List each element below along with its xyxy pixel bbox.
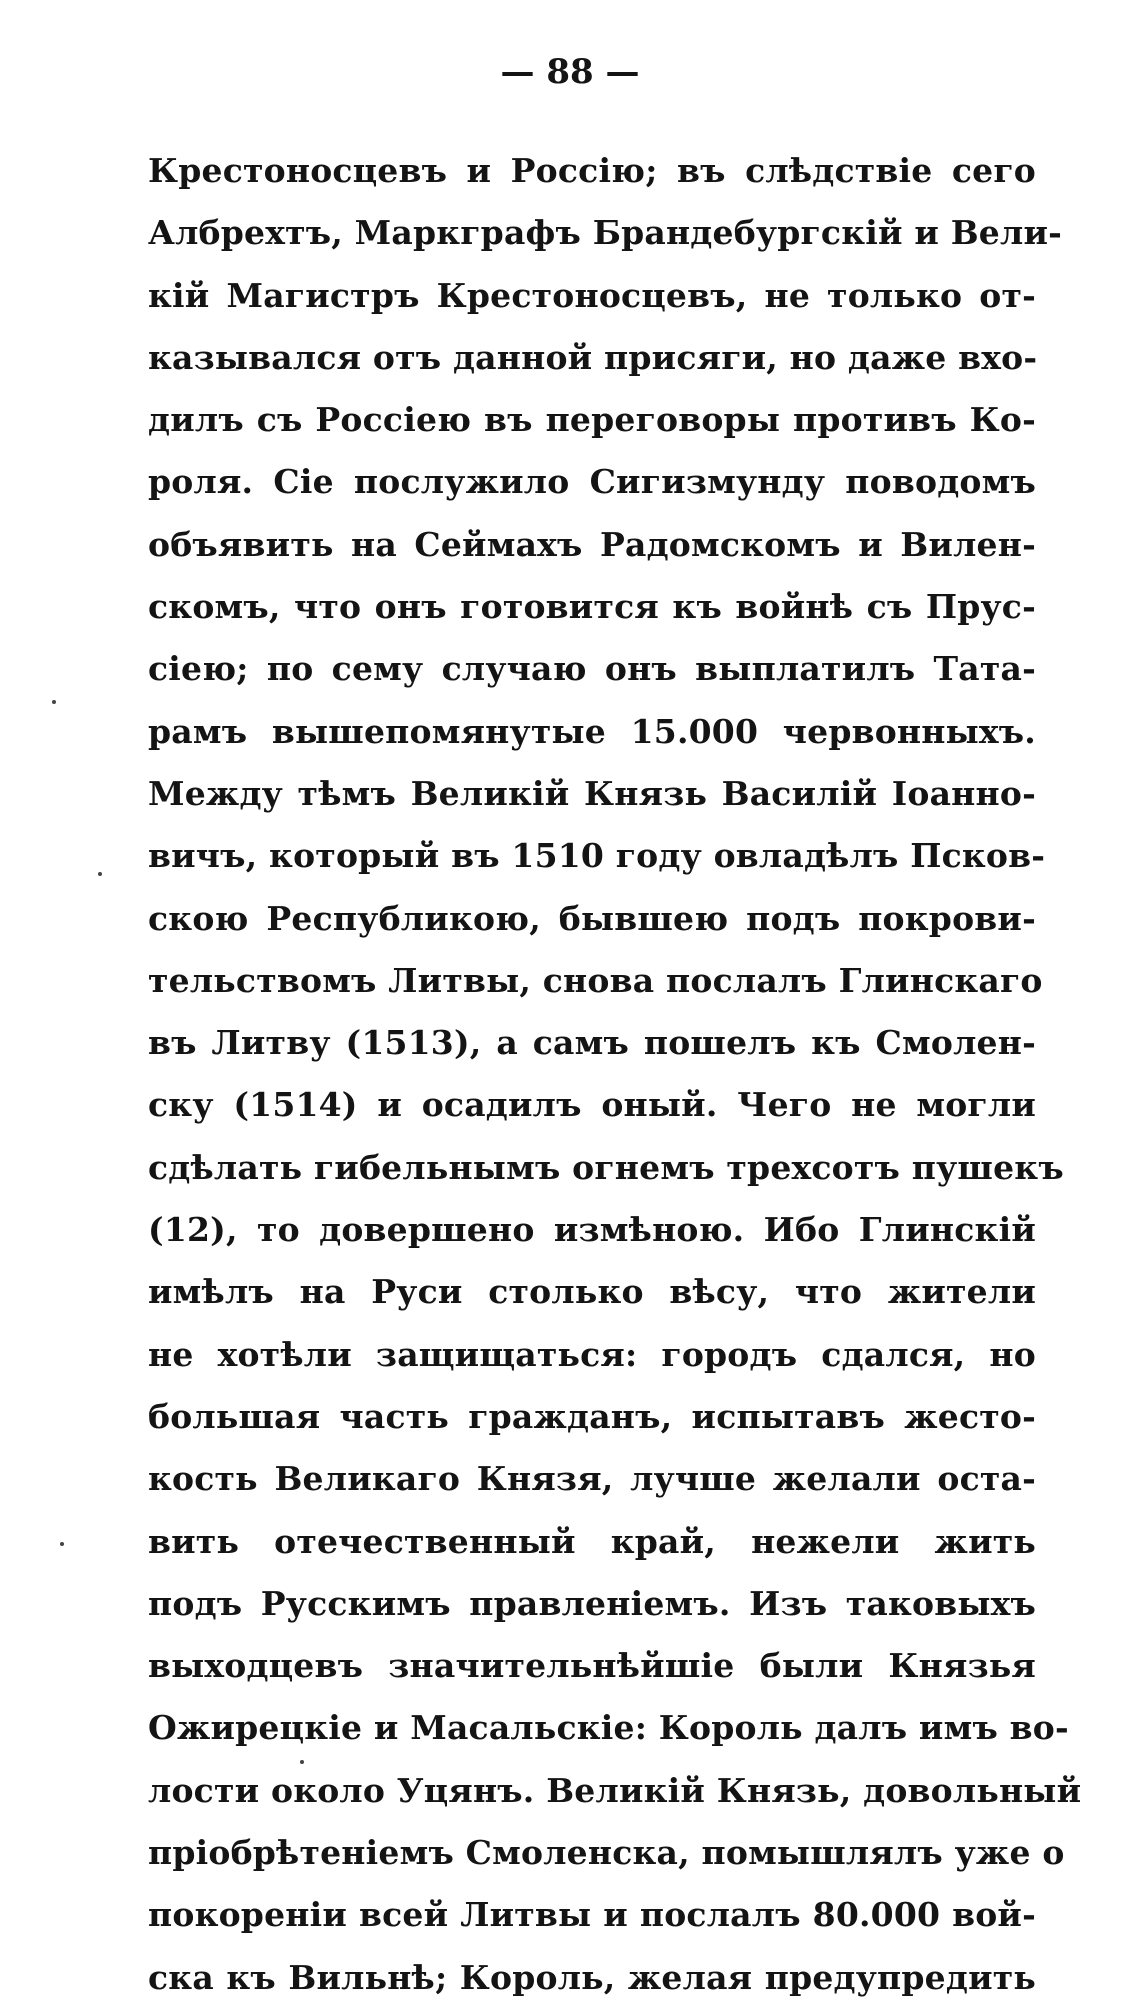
text-line: вить отечественный край, нежели жить [148, 1521, 1036, 1561]
text-line: лости около Уцянъ. Великій Князь, довольный [148, 1770, 1082, 1810]
text-line: Ожирецкіе и Масальскіе: Король далъ имъ во- [148, 1708, 1069, 1748]
text-line: казывался отъ данной присяги, но даже вхо- [148, 337, 1038, 377]
text-line: въ Литву (1513), а самъ пошелъ къ Смолен- [148, 1023, 1036, 1063]
text-line: скою Республикою, бывшею подъ покрови- [148, 898, 1036, 938]
text-line: покореніи всей Литвы и послалъ 80.000 вой- [148, 1895, 1036, 1935]
text-line: ска къ Вильнѣ; Король, желая предупредить [148, 1957, 1036, 1997]
text-line: подъ Русскимъ правленіемъ. Изъ таковыхъ [148, 1583, 1036, 1623]
print-speck [60, 1542, 64, 1546]
text-line: тельствомъ Литвы, снова послалъ Глинскаго [148, 960, 1043, 1000]
text-line: объявить на Сеймахъ Радомскомъ и Вилен- [148, 524, 1036, 564]
body-text [148, 140, 1082, 2009]
text-line: скомъ, что онъ готовится къ войнѣ съ Прус- [148, 587, 1036, 627]
text-line: роля. Сіе послужило Сигизмунду поводомъ [148, 462, 1036, 502]
text-line: не хотѣли защищаться: городъ сдался, но [148, 1334, 1036, 1374]
text-line: дилъ съ Россіею въ переговоры противъ Ко- [148, 400, 1036, 440]
text-line: кій Магистръ Крестоносцевъ, не только от- [148, 275, 1036, 315]
text-line: вичъ, который въ 1510 году овладѣлъ Псков- [148, 836, 1046, 876]
text-line: рамъ вышепомянутые 15.000 червонныхъ. [148, 711, 1036, 751]
text-line: Крестоносцевъ и Россію; въ слѣдствіе сего [148, 151, 1036, 190]
text-line: большая часть гражданъ, испытавъ жесто- [148, 1396, 1036, 1436]
print-speck [300, 1760, 304, 1764]
print-speck [52, 700, 56, 704]
text-line: Между тѣмъ Великій Князь Василій Іоанно- [148, 773, 1036, 813]
print-speck [98, 872, 102, 876]
text-line: пріобрѣтеніемъ Смоленска, помышлялъ уже о [148, 1833, 1065, 1873]
text-line: (12), то довершено измѣною. Ибо Глинскій [148, 1210, 1036, 1250]
page-number: — 88 — [500, 52, 640, 92]
text-line: ску (1514) и осадилъ оный. Чего не могли [148, 1085, 1036, 1125]
text-line: кость Великаго Князя, лучше желали оста- [148, 1459, 1036, 1499]
text-line: сіею; по сему случаю онъ выплатилъ Тата- [148, 649, 1036, 689]
text-line: сдѣлать гибельнымъ огнемъ трехсотъ пушекъ [148, 1147, 1064, 1187]
text-line: Албрехтъ, Маркграфъ Брандебургскій и Вели- [148, 213, 1063, 253]
text-line: выходцевъ значительнѣйшіе были Князья [148, 1646, 1036, 1686]
text-line: имѣлъ на Руси столько вѣсу, что жители [148, 1272, 1036, 1312]
